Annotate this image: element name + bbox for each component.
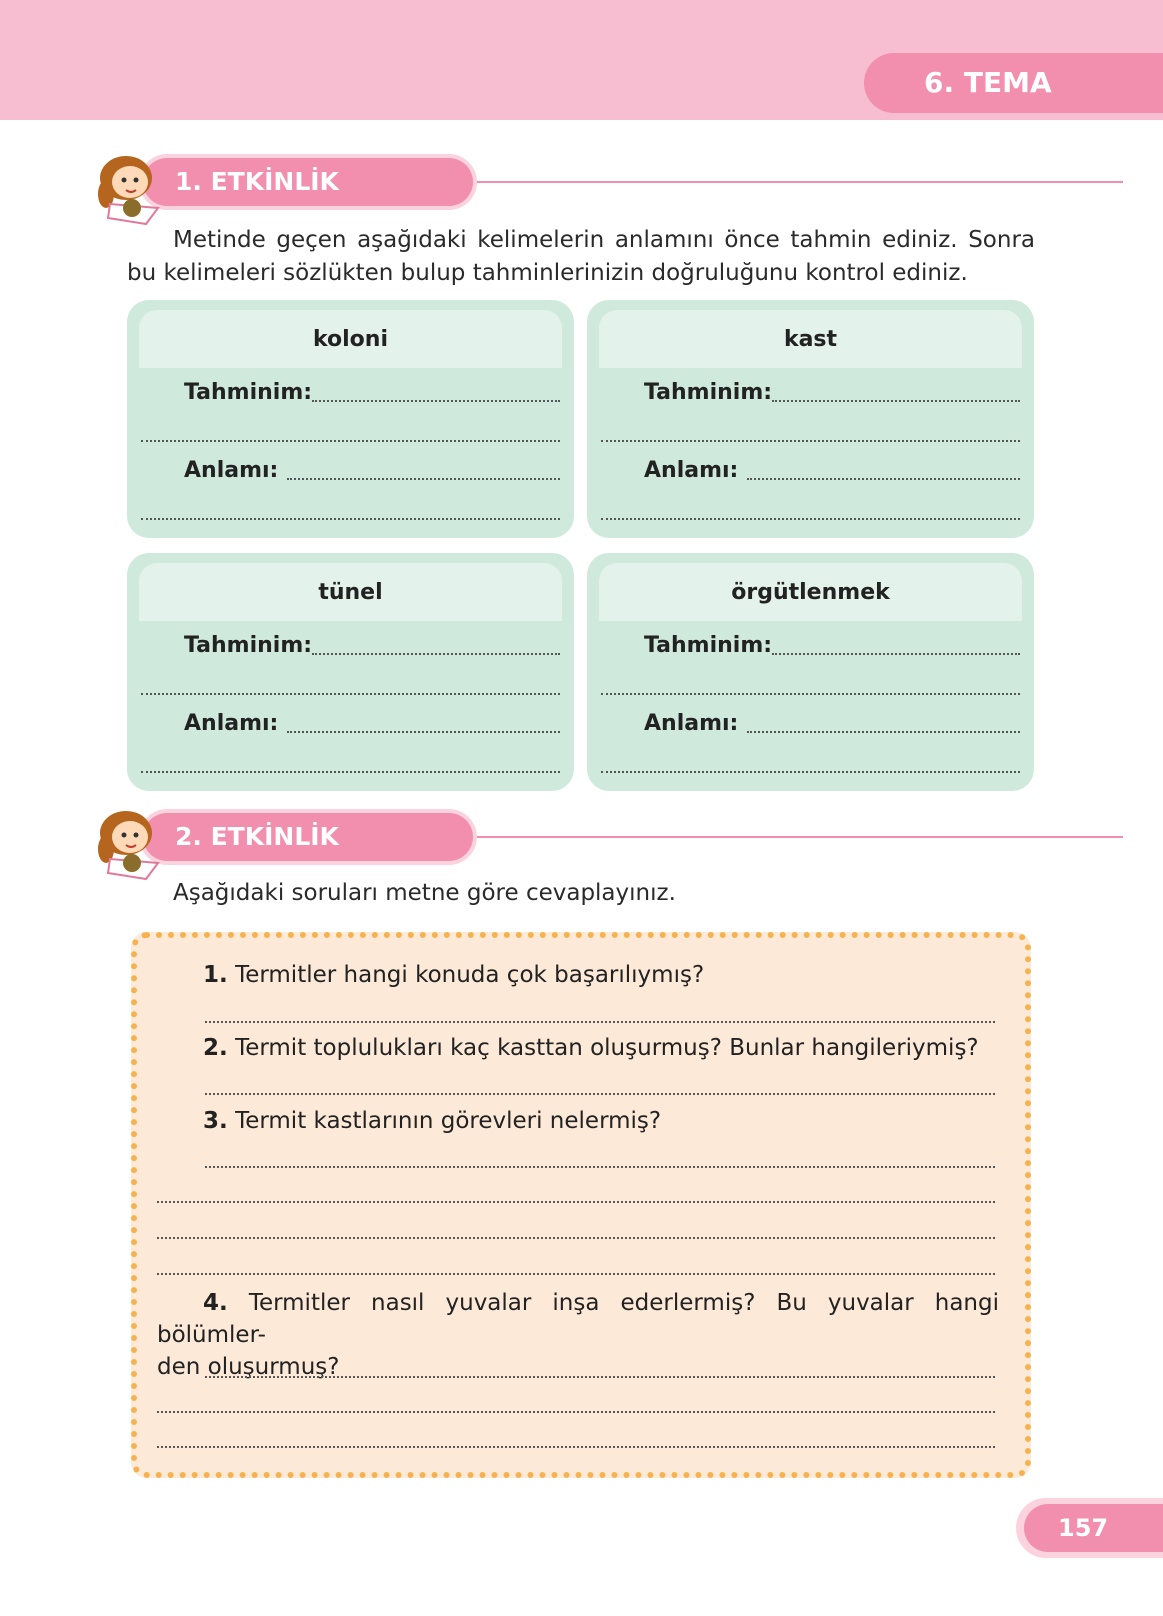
guess-answer-line-2[interactable] <box>141 440 560 442</box>
meaning-answer-line[interactable] <box>747 731 1020 733</box>
guess-label: Tahminim: <box>184 380 313 405</box>
theme-label: 6. TEMA <box>924 66 1052 99</box>
meaning-label: Anlamı: <box>184 458 279 483</box>
activity2-rule <box>473 836 1123 838</box>
question-text: Termitler hangi konuda çok başarılıymış? <box>235 962 705 988</box>
question-number: 3. <box>203 1108 228 1134</box>
activity2-header <box>88 803 1038 863</box>
word-title: koloni <box>139 310 562 368</box>
guess-label: Tahminim: <box>644 633 773 658</box>
activity1-header <box>88 148 1038 208</box>
question-2 <box>203 1032 979 1064</box>
guess-answer-line-2[interactable] <box>601 693 1020 695</box>
activity1-rule <box>473 181 1123 183</box>
answer-line[interactable] <box>157 1411 995 1413</box>
answer-line[interactable] <box>157 1273 995 1275</box>
guess-label: Tahminim: <box>644 380 773 405</box>
question-text: Termitler nasıl yuvalar inşa ederlermiş? Bu yuvalar hangi bölümler- <box>157 1290 1000 1348</box>
word-title: kast <box>599 310 1022 368</box>
meaning-answer-line-2[interactable] <box>141 771 560 773</box>
theme-tab <box>864 53 1163 113</box>
activity1-title-pill <box>143 158 473 206</box>
activity2-title: 2. ETKİNLİK <box>175 822 339 851</box>
guess-answer-line[interactable] <box>772 400 1020 402</box>
answer-line[interactable] <box>205 1093 995 1095</box>
word-title: örgütlenmek <box>599 563 1022 621</box>
question-number: 2. <box>203 1035 228 1061</box>
activity2-instruction: Aşağıdaki soruları metne göre cevaplayınız. <box>173 880 676 906</box>
activity2-title-pill <box>143 813 473 861</box>
question-1 <box>203 959 704 991</box>
word-card-tunel <box>127 553 574 791</box>
word-card-koloni <box>127 300 574 538</box>
guess-answer-line-2[interactable] <box>601 440 1020 442</box>
meaning-answer-line[interactable] <box>747 478 1020 480</box>
meaning-answer-line-2[interactable] <box>141 518 560 520</box>
meaning-answer-line-2[interactable] <box>601 518 1020 520</box>
meaning-label: Anlamı: <box>184 711 279 736</box>
answer-line[interactable] <box>157 1446 995 1448</box>
word-title: tünel <box>139 563 562 621</box>
guess-answer-line[interactable] <box>312 400 560 402</box>
question-number: 1. <box>203 962 228 988</box>
questions-box <box>131 932 1031 1478</box>
meaning-answer-line-2[interactable] <box>601 771 1020 773</box>
girl-mascot-icon <box>88 148 178 228</box>
word-card-orgutlenmek <box>587 553 1034 791</box>
answer-line[interactable] <box>157 1201 995 1203</box>
meaning-answer-line[interactable] <box>287 731 560 733</box>
answer-line[interactable] <box>205 1166 995 1168</box>
meaning-answer-line[interactable] <box>287 478 560 480</box>
question-text: Termit toplulukları kaç kasttan oluşurmuş? Bunlar hangileriymiş? <box>235 1035 979 1061</box>
meaning-label: Anlamı: <box>644 458 739 483</box>
guess-answer-line-2[interactable] <box>141 693 560 695</box>
question-3 <box>203 1105 661 1137</box>
question-number: 4. <box>203 1290 228 1316</box>
activity1-title: 1. ETKİNLİK <box>175 167 339 196</box>
page-number: 157 <box>1024 1504 1163 1552</box>
answer-line[interactable] <box>205 1021 995 1023</box>
guess-answer-line[interactable] <box>772 653 1020 655</box>
activity1-instruction: Metinde geçen aşağıdaki kelimelerin anlamını önce tahmin ediniz. Sonra bu kelimeleri sözlükten bulup tahminlerinizin doğruluğunu kontrol ediniz. <box>127 227 1035 286</box>
question-text-continuation: den oluşurmuş? <box>157 1354 340 1380</box>
guess-label: Tahminim: <box>184 633 313 658</box>
answer-line[interactable] <box>205 1376 995 1378</box>
girl-mascot-icon <box>88 803 178 883</box>
answer-line[interactable] <box>157 1237 995 1239</box>
question-text: Termit kastlarının görevleri nelermiş? <box>235 1108 662 1134</box>
question-4 <box>157 1287 999 1383</box>
guess-answer-line[interactable] <box>312 653 560 655</box>
page-number-tab <box>1016 1498 1163 1558</box>
word-card-kast <box>587 300 1034 538</box>
meaning-label: Anlamı: <box>644 711 739 736</box>
